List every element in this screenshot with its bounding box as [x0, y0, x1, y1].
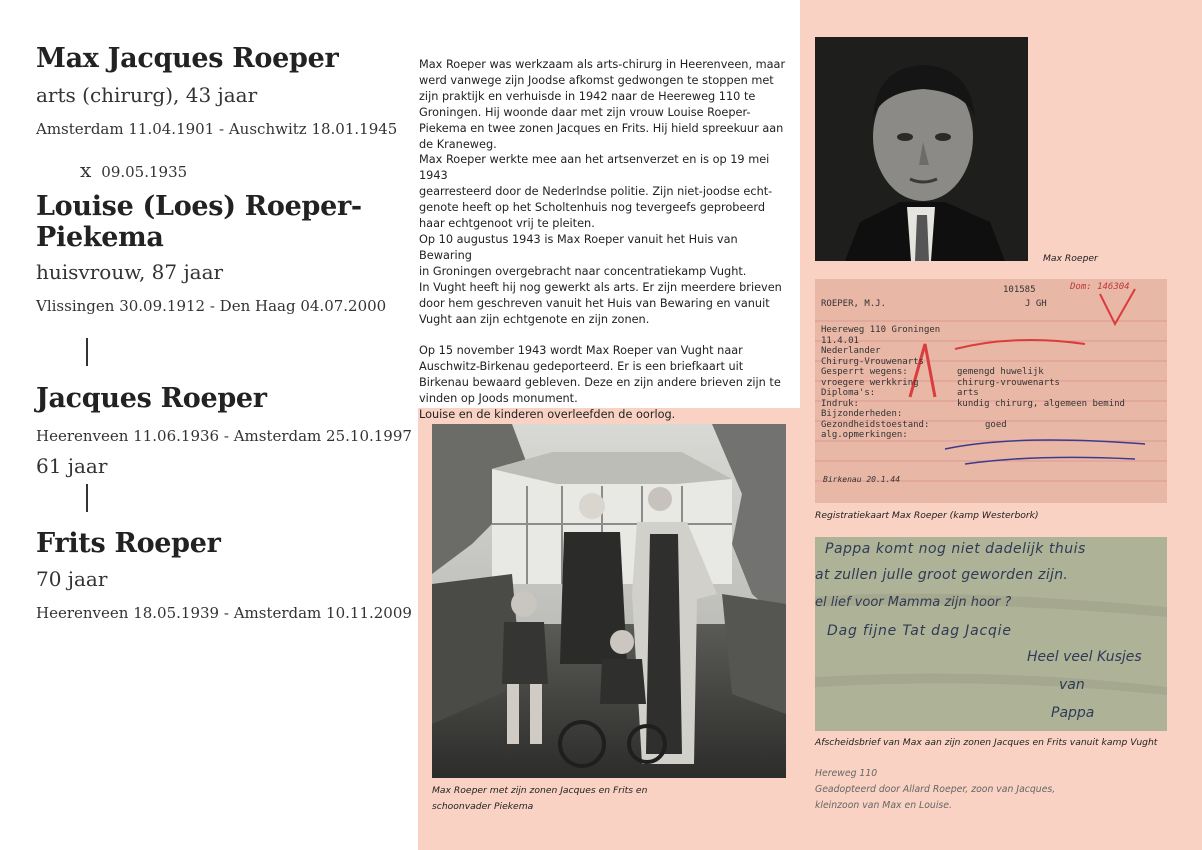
name-louise-line1: Louise (Loes) Roeper- [36, 191, 362, 222]
family-photo-caption [432, 783, 647, 815]
card-field-value-1: gemengd huwelijk [957, 367, 1044, 377]
story-text [419, 57, 791, 423]
card-field-label-3: Diploma's: [821, 388, 876, 398]
letter-line-2: at zullen julle groot geworden zijn. [815, 567, 1069, 583]
marriage-date: 09.05.1935 [101, 163, 188, 181]
card-field-label-1: Gesperrt wegens: [821, 367, 908, 377]
portrait-caption: Max Roeper [1043, 253, 1098, 264]
card-field-value-3: arts [957, 388, 979, 398]
family-caption-line1: Max Roeper met zijn zonen Jacques en Frits en [432, 785, 648, 796]
card-top-stamp: Dom: 146304 [1070, 282, 1130, 292]
card-caption: Registratiekaart Max Roeper (kamp Westerbork) [815, 510, 1039, 521]
card-field-label-7: alg.opmerkingen: [821, 430, 908, 440]
farewell-letter [815, 537, 1167, 731]
role-max: arts (chirurg), 43 jaar [36, 83, 258, 107]
letter-line-1: Pappa komt nog niet dadelijk thuis [825, 541, 1086, 557]
card-field-label-6: Gezondheidstoestand: [821, 419, 930, 430]
card-line-2: 11.4.01 [821, 335, 859, 346]
adoption-credit [815, 766, 1055, 814]
age-jacques: 61 jaar [36, 454, 108, 478]
family-photo [432, 424, 786, 778]
dates-max: Amsterdam 11.04.1901 - Auschwitz 18.01.1945 [36, 120, 398, 138]
registration-card [815, 279, 1167, 503]
card-birkenau: Birkenau 20.1.44 [823, 475, 901, 484]
credit-line-3: kleinzoon van Max en Louise. [815, 800, 952, 811]
family-caption-line2: schoonvader Piekema [432, 801, 534, 812]
card-line-1: Heereweg 110 Groningen [821, 325, 941, 335]
card-line-3: Nederlander [821, 346, 881, 356]
portrait-photo [815, 37, 1028, 261]
card-field-value-6: goed [985, 419, 1007, 430]
card-line-4: Chirurg-Vrouwenarts [821, 356, 924, 367]
story-paragraph-2: Op 15 november 1943 wordt Max Roeper van Vught naar Auschwitz-Birkenau gedeporteerd. Er is een briefkaart uit Birkenau bewaard gebleven. Deze en zijn andere brieven zijn te vinden op Joods monument. Louise en de kinderen overleefden de oorlog. [419, 344, 781, 421]
dates-jacques: Heerenveen 11.06.1936 - Amsterdam 25.10.1997 [36, 427, 412, 445]
letter-line-6: van [1059, 677, 1085, 693]
descent-line-2 [86, 484, 88, 512]
story-paragraph-1: Max Roeper was werkzaam als arts-chirurg in Heerenveen, maar werd vanwege zijn Joodse afkomst gedwongen te stoppen met zijn praktijk en verhuisde in 1942 naar de Heereweg 110 te Groningen. Hij woonde daar met zijn vrouw Louise Roeper- Piekema en twee zonen Jacques en Frits. Hij hield spreekuur aan de Kraneweg. Max Roeper werkte mee aan het artsenverzet en is op 19 mei 1943 gearresteerd door de Nederlndse politie. Zijn niet-joodse echt- genote heeft op het Scholtenhuis nog tevergeefs geprobeerd haar echtgenoot vrij te pleiten. Op 10 augustus 1943 is Max Roeper vanuit het Huis van Bewaring in Groningen overgebracht naar concentratiekamp Vught. In Vught heeft hij nog gewerkt als arts. Er zijn meerdere brieven door hem geschreven vanuit het Huis van Bewaring en vanuit Vught aan zijn echtgenote en zijn zonen. [419, 58, 786, 326]
credit-line-2: Geadopteerd door Allard Roeper, zoon van Jacques, [815, 784, 1056, 795]
name-frits: Frits Roeper [36, 528, 221, 559]
credit-line-1: Hereweg 110 [815, 768, 878, 779]
name-max: Max Jacques Roeper [36, 43, 339, 74]
role-louise: huisvrouw, 87 jaar [36, 260, 224, 284]
marriage-symbol: x [80, 158, 92, 182]
card-field-value-2: chirurg-vrouwenarts [957, 377, 1060, 388]
card-jgh: J GH [1025, 299, 1047, 309]
age-frits: 70 jaar [36, 567, 108, 591]
marriage [80, 158, 187, 182]
letter-caption: Afscheidsbrief van Max aan zijn zonen Jacques en Frits vanuit kamp Vught [815, 737, 1158, 748]
name-jacques: Jacques Roeper [36, 383, 267, 414]
letter-line-5: Heel veel Kusjes [1027, 649, 1142, 665]
descent-line-1 [86, 338, 88, 366]
dates-louise: Vlissingen 30.09.1912 - Den Haag 04.07.2000 [36, 297, 387, 315]
letter-line-4: Dag fijne Tat dag Jacqie [827, 623, 1012, 639]
card-field-label-2: vroegere werkkring [821, 377, 919, 388]
letter-line-3: el lief voor Mamma zijn hoor ? [815, 595, 1012, 610]
name-louise-line2: Piekema [36, 222, 164, 253]
card-field-label-5: Bijzonderheden: [821, 409, 903, 419]
card-top-number: 101585 [1003, 285, 1036, 295]
letter-line-7: Pappa [1051, 705, 1095, 721]
dates-frits: Heerenveen 18.05.1939 - Amsterdam 10.11.2009 [36, 604, 412, 622]
card-field-label-4: Indruk: [821, 398, 859, 409]
card-name: ROEPER, M.J. [821, 299, 887, 309]
card-field-value-4: kundig chirurg, algemeen bemind [957, 398, 1125, 409]
